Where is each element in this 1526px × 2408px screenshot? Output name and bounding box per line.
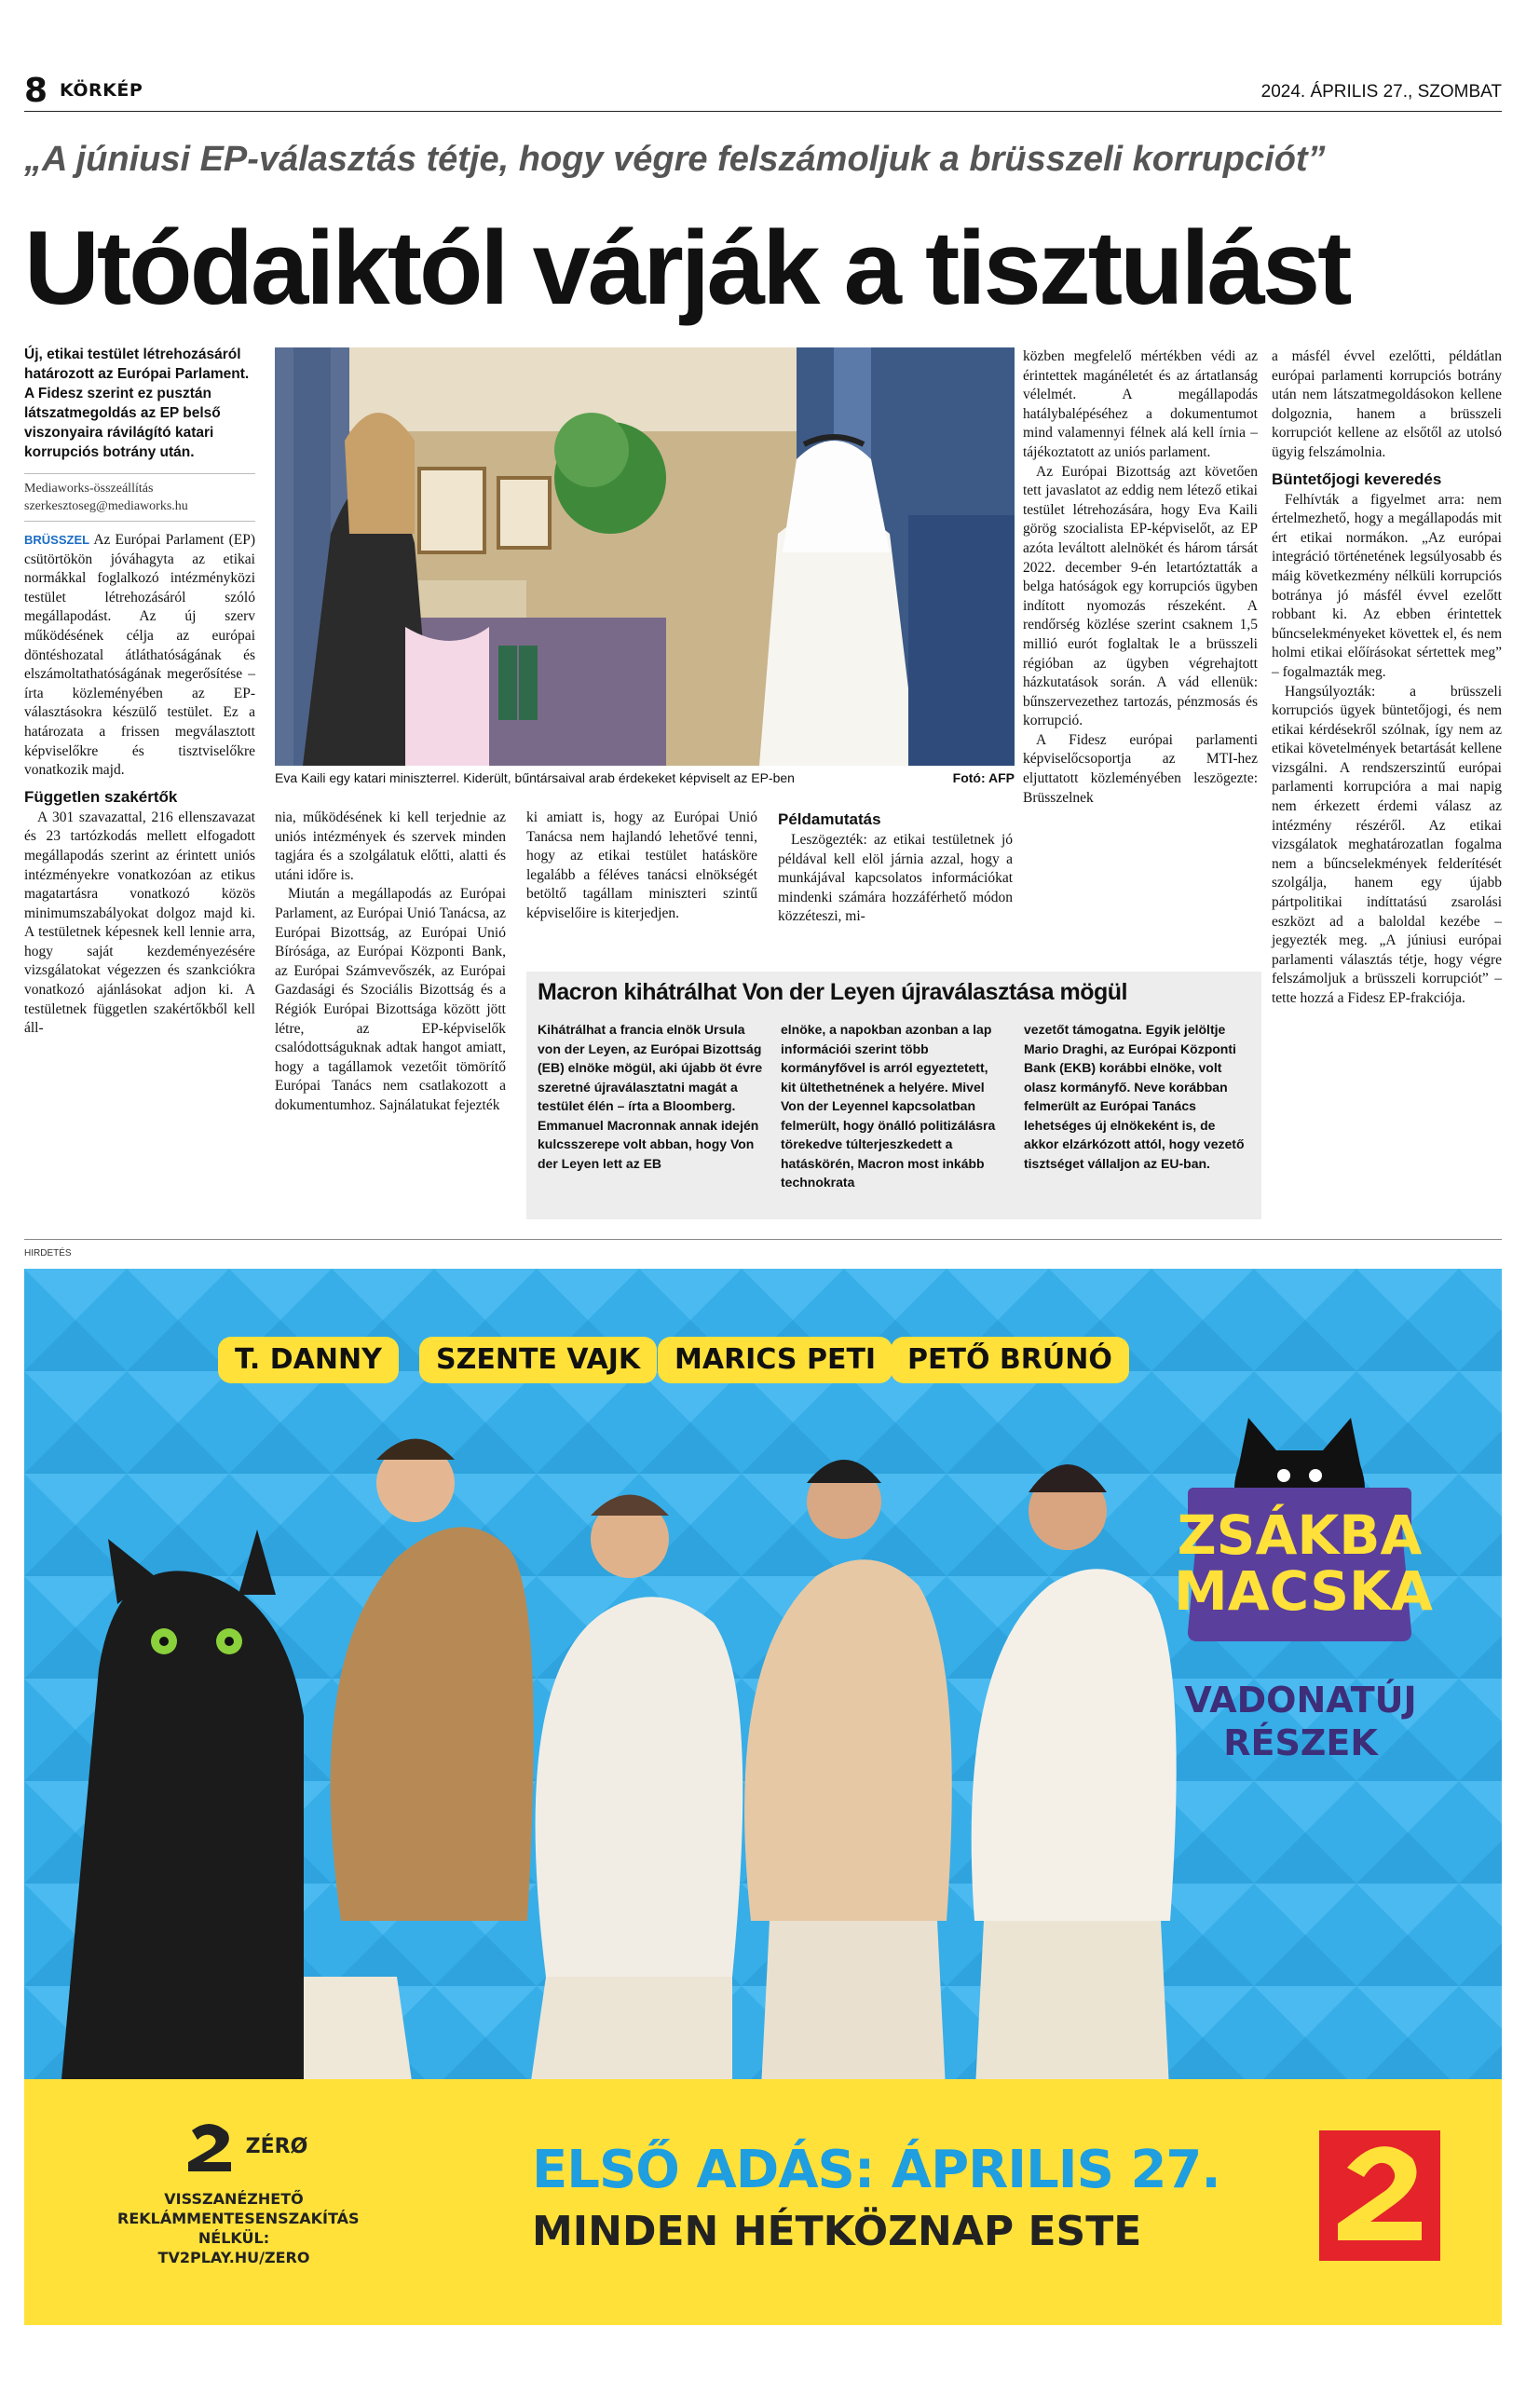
replay-line-1: VISSZANÉZHETŐ [164, 2190, 304, 2208]
paragraph: A 301 szavazattal, 216 ellenszavazat és 23 tartózkodás mellett elfogadott megállapodás szerint az érintett uniós intézményekre vonatkozóan az etikus magatartásra vonatkozó közös minimumszabályokat dolgoz majd ki. A testületnek képesnek kell lennie arra, hogy saját kezdeményezésére vizsgálatokat végezzen és szankciókra vonatkozó ajánlásokat adjon ki. A testületnek független szakértőkből kell áll- [24, 809, 255, 1037]
photo-credit: Fotó: AFP [952, 770, 1015, 785]
box-column-1: Kihátrálhat a francia elnök Ursula von der Leyen, az Európai Bizottság (EB) elnöke mögül, aki újabb öt évre szeretné újraválasztatni magát a testület élén – írta a Bloomberg. Emmanuel Macronnak annak idején kulcsszerepe volt abban, hogy Von der Leyen lett az EB [538, 1022, 763, 1171]
column-4-top [1023, 347, 1258, 808]
paragraph: Az Európai Bizottság azt követően tett javaslatot az eddig nem létező etikai testület létrehozására, hogy Eva Kaili görög szocialista EP-képviselőt, az EP azóta leváltott alelnökét és három társát 2022. december 9-én letartóztatták a belga hatóságok egy korrupciós ügyben indított nyomozás részeként. A rendőrség közlése szerint csaknem 1,5 millió eurót foglaltak le a brüsszeli régióban az ügyben végrehajtott házkutatások során. A vád ellenük: bűnszervezethez tartozás, pénzmosás és korrupció. [1023, 463, 1258, 729]
sidebar-box [526, 972, 1261, 1219]
column-5 [1272, 347, 1502, 1009]
paragraph: ki amiatt is, hogy az Európai Unió Tanácsa nem hajlandó lehetővé tenni, hogy az etikai testület hatásköre legalább a féléves tanácsi elnökségét betöltő tagállam miniszteri szintű képviselőire is kiterjedjen. [526, 809, 757, 921]
ad-label: HIRDETÉS [24, 1248, 72, 1258]
byline-author: Mediaworks-összeállítás [24, 482, 154, 496]
replay-info [117, 2189, 360, 2267]
zero-channel-logo [183, 2121, 307, 2173]
schedule: MINDEN HÉTKÖZNAP ESTE [532, 2208, 1142, 2255]
replay-line-2: REKLÁMMENTESEN [117, 2210, 279, 2227]
show-title [1174, 1503, 1433, 1623]
tagline-line-1: VADONATÚJ [1184, 1680, 1417, 1721]
cast-name-1: T. DANNY [218, 1337, 399, 1383]
paragraph: Hangsúlyozták: a brüsszeli korrupciós ügyek büntetőjogi, és nem etikai kérdésekről szólnak, így nem az etikai követelmények betartását kellene vizsgálni. A rendszerszintű európai parlamenti korrupcióra a mai napig nem érkezett érdemi válasz az intézmény részéről. Az etikai vizsgálatok meghatározatlan fogalma nem a bűncselekmények felderítését szolgálja, hanem egy újabb pártpolitikai indíttatású zsarolási eszközt ad a baloldal kezébe – jegyezték meg. „A júniusi európai parlamenti választás tétje, hogy végre felszámoljuk a brüsszeli korrupciót” – tette hozzá a Fidesz EP-frakciója. [1272, 683, 1502, 1006]
premiere-date: ELSŐ ADÁS: ÁPRILIS 27. [532, 2140, 1220, 2200]
article-headline: Utódaiktól várják a tisztulást [24, 210, 1350, 326]
tv2-zero-icon [183, 2121, 238, 2173]
channel-name: ZÉRØ [245, 2135, 308, 2158]
page-header [24, 73, 1502, 112]
subheading: Független szakértők [24, 787, 178, 806]
photo-caption [275, 769, 1015, 786]
show-title-line-2: MACSKA [1174, 1559, 1433, 1623]
paragraph: A Fidesz európai parlamenti képviselőcsoportja az MTI-hez eljuttatott közleményében leszögezte: Brüsszelnek [1023, 731, 1258, 806]
caption-text: Eva Kaili egy katari miniszterrel. Kiderült, bűntársaival arab érdekeket képviselt az EP-ben [275, 770, 795, 785]
page-number: 8 [24, 72, 48, 110]
paragraph: BRÜSSZEL Az Európai Parlament (EP) csütörtökön jóváhagyta az etikai normákkal foglalkozó intézményközi testület létrehozásáról szóló megállapodást. Az új szerv működésének célja az európai döntéshozatal átláthatóságának és elszámoltathatóságának megerősítése – írta közleményében az EP-választásokra készülő testület. Ez a határozata a frissen megválasztott képviselőkre és tisztviselőkre vonatkozik majd. [24, 532, 255, 779]
column-1 [24, 345, 255, 1039]
box-column-2: elnöke, a napokban azonban a lap információi szerint több kormányfővel is arról egyeztetett, kit ültethetnének a helyére. Mivel Von der Leyennel kapcsolatban felmerült, hogy önálló politizálásra törekedve túlterjeszkedett a hatáskörén, Macron most inkább technokrata [781, 1022, 996, 1190]
article-kicker: „A júniusi EP-választás tétje, hogy végre felszámoljuk a brüsszeli korrupciót” [24, 140, 1326, 179]
box-title: Macron kihátrálhat Von der Leyen újraválasztása mögül [538, 979, 1127, 1005]
column-3 [526, 809, 757, 924]
divider [24, 1239, 1502, 1240]
paragraph: Miután a megállapodás az Európai Parlament, az Európai Unió Tanácsa, az Európai Bizottság, az Európai Unió Bírósága, az Európai Központi Bank, az Európai Számvevőszék, az Európai Gazdasági és Szociális Bizottság és a Régiók Európai Bizottsága között jött létre, az EP-képviselők csalódottságuknak adtak hangot amiatt, hogy a tagállamok vezetőit tömörítő Európai Tanács nem csatlakozott a dokumentumhoz. Sajnálatukat fejezték [275, 886, 506, 1113]
cast-name-3: MARICS PETI [658, 1337, 892, 1383]
byline-email[interactable]: szerkesztoseg@mediaworks.hu [24, 499, 188, 513]
paragraph: Leszögezték: az etikai testületnek jó példával kell elöl járnia azzal, hogy a munkájával kapcsolatos információkat mindenki számára hozzáférhető módon közzéteszi, mi- [778, 832, 1013, 925]
subheading: Példamutatás [778, 810, 881, 828]
dateline: BRÜSSZEL [24, 533, 90, 547]
box-column-3: vezetőt támogatna. Egyik jelöltje Mario Draghi, az Európai Központi Bank (EKB) korábbi elnöke, volt olasz kormányfő. Neve korábban felmerült az Európai Tanács lehetséges új elnökeként is, de akkor elzárkózott attól, hogy vezető tisztséget vállaljon az EU-ban. [1024, 1022, 1245, 1171]
column-2 [275, 809, 506, 1116]
advertisement[interactable] [24, 1269, 1502, 2325]
show-title-line-1: ZSÁKBA [1177, 1503, 1423, 1567]
paragraph: nia, működésének ki kell terjednie az uniós intézmények és szervek minden tagjára és a szolgálatuk előtti, alatti és utáni időre is. [275, 809, 506, 883]
byline [24, 473, 255, 522]
column-4 [778, 809, 1013, 927]
tagline [1142, 1679, 1459, 1764]
cast-name-2: SZENTE VAJK [419, 1337, 657, 1383]
article-photo [275, 347, 1015, 766]
paragraph: a másfél évvel ezelőtti, példátlan európai parlamenti korrupciós botrány után nem látszatmegoldásokon kellene dolgoznia, hanem a brüsszeli korrupciót kellene az elsőtől az utolsó ügyig felszámolnia. [1272, 348, 1502, 460]
issue-date: 2024. ÁPRILIS 27., SZOMBAT [1260, 82, 1502, 102]
replay-line-3: SZAKÍTÁS NÉLKÜL: [198, 2210, 360, 2247]
cast-name-4: PETŐ BRÚNÓ [891, 1337, 1129, 1383]
tv2-logo-icon [1319, 2130, 1440, 2261]
paragraph: Felhívták a figyelmet arra: nem értelmezhető, hogy a megállapodás mit ért etikai normákon. „Az európai integráció történetének legsúlyosabb és máig következmény nélküli korrupciós botránya jó másfél évvel ezelőtt robbant ki. Az ebben érintettek bűncselekményeket követtek el, és nem holmi etikai előírásokat sértettek meg” – fogalmazták meg. [1272, 491, 1502, 680]
section-name: KÖRKÉP [60, 80, 143, 101]
paragraph: közben megfelelő mértékben védi az érintettek magánéletét és az ártatlanság vélelmét. A megállapodás hatálybalépéséhez a dokumentumot mind valamennyi félnek alá kell írnia – tájékoztatott az uniós parlament. [1023, 348, 1258, 460]
tagline-line-2: RÉSZEK [1223, 1722, 1378, 1763]
subheading: Büntetőjogi keveredés [1272, 469, 1442, 488]
replay-url[interactable]: TV2PLAY.HU/ZERO [157, 2249, 310, 2266]
article-lead: Új, etikai testület létrehozásáról határozott az Európai Parlament. A Fidesz szerint ez pusztán látszatmegoldás az EP belső viszonyaira rávilágító katari korrupciós botrány után. [24, 347, 250, 460]
